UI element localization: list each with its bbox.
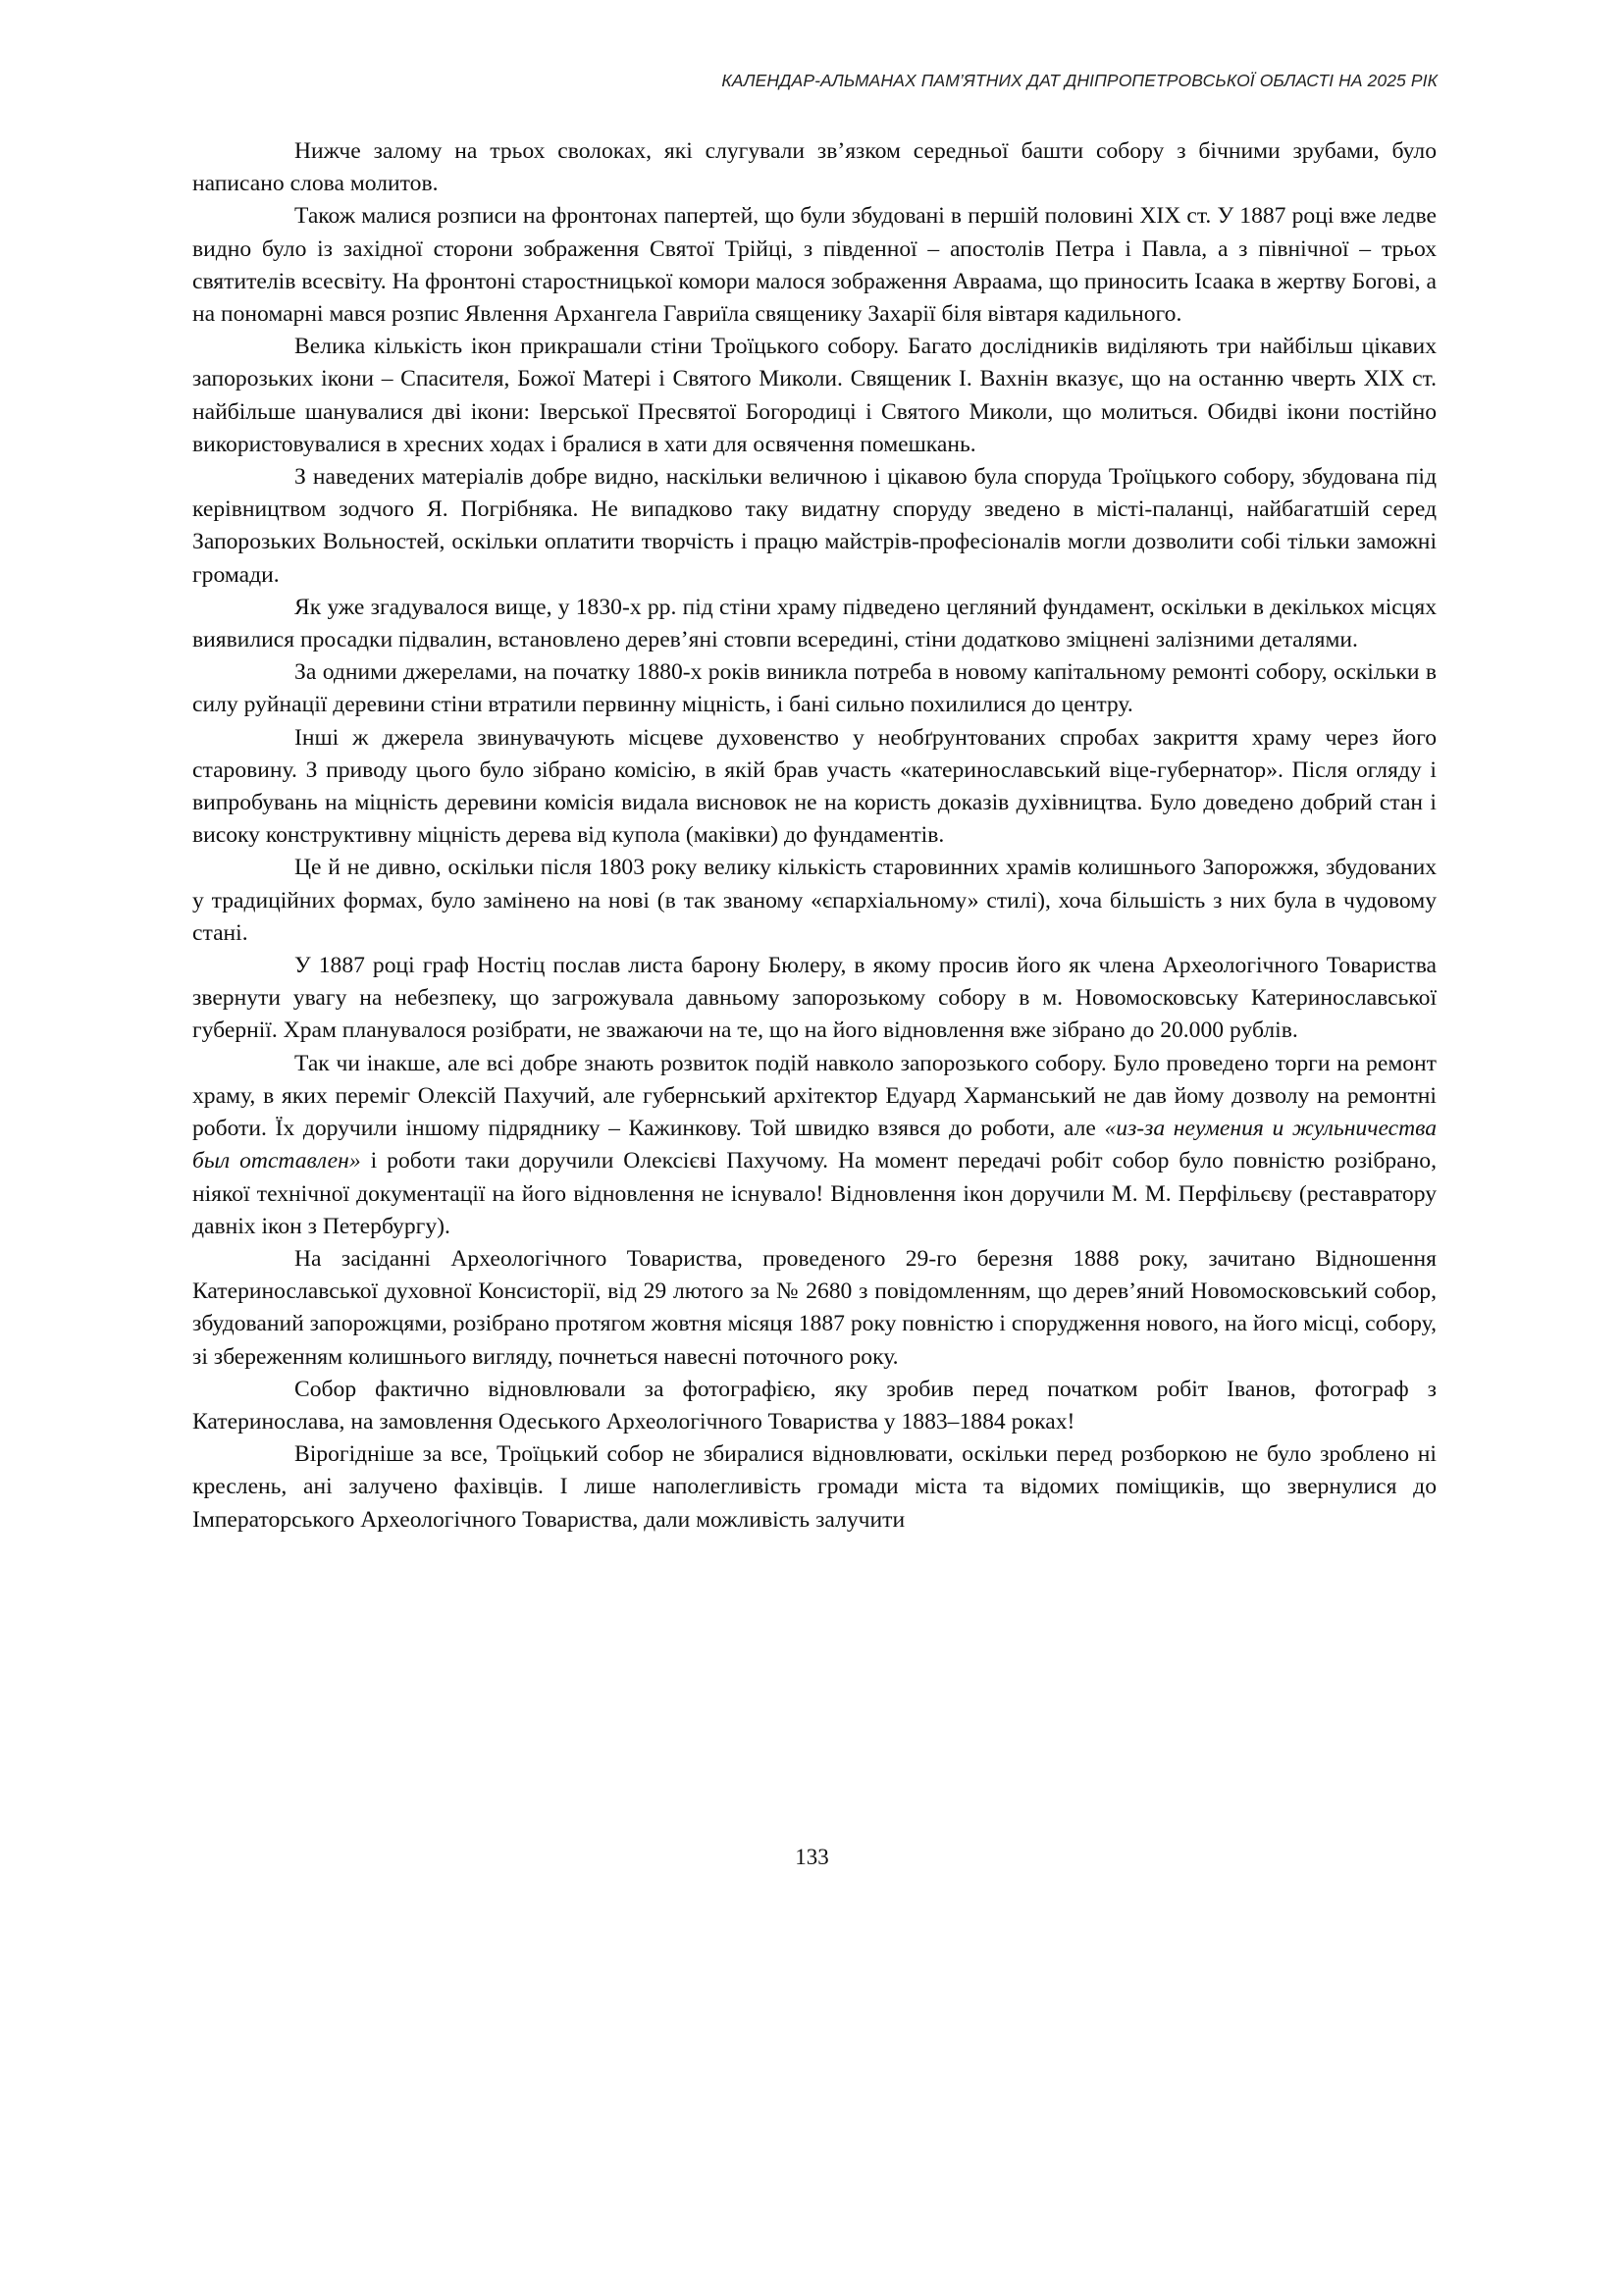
paragraph: Велика кількість ікон прикрашали стіни Троїцького собору. Багато дослідників виділяють три найбільш цікавих запорозьких ікони – Спасителя, Божої Матері і Святого Миколи. Священик І. Вахнін вказує, що на останню чверть XIX ст. найбільше шанувалися дві ікони: Іверської Пресвятої Богородиці і Святого Миколи, що молиться. Обидві ікони постійно використовувалися в хресних ходах і бралися в хати для освячення помешкань. xyxy=(192,334,1437,457)
paragraph: Собор фактично відновлювали за фотографією, яку зробив перед початком робіт Іванов, фотограф з Катеринослава, на замовлення Одеського Археологічного Товариства у 1883–1884 роках! xyxy=(192,1376,1437,1434)
italic-quote: «из-за неумения и жульничества был отставлен» xyxy=(192,1116,1437,1174)
paragraph: Інші ж джерела звинувачують місцеве духовенство у необґрунтованих спробах закриття храму через його старовину. З приводу цього було зібрано комісію, в якій брав участь «катеринославський віце-губернатор». Після огляду і випробувань на міцність деревини комісія видала висновок не на користь доказів духівництва. Було доведено добрий стан і високу конструктивну міцність дерева від купола (маківки) до фундаментів. xyxy=(192,724,1437,849)
paragraph: Як уже згадувалося вище, у 1830-х рр. під стіни храму підведено цегляний фундамент, оскільки в декількох місцях виявилися просадки підвалин, встановлено дерев’яні стовпи всередині, стіни додатково зміцнені залізними деталями. xyxy=(192,594,1437,653)
body-text xyxy=(192,135,1437,1537)
paragraph-with-quote xyxy=(192,1048,1437,1243)
running-header: КАЛЕНДАР-АЛЬМАНАХ ПАМ’ЯТНИХ ДАТ ДНІПРОПЕТРОВСЬКОЇ ОБЛАСТІ НА 2025 РІК xyxy=(721,71,1438,90)
page-number: 133 xyxy=(795,1845,829,1869)
paragraph: У 1887 році граф Ностіц послав листа барону Бюлеру, в якому просив його як члена Археологічного Товариства звернути увагу на небезпеку, що загрожувала давньому запорозькому собору в м. Новомосковську Катеринославської губернії. Храм планувалося розібрати, не зважаючи на те, що на його відновлення вже зібрано до 20.000 рублів. xyxy=(192,953,1437,1044)
quote-before-text: Так чи інакше, але всі добре знають розвиток подій навколо запорозького собору. Було проведено торги на ремонт храму, в яких переміг Олексій Пахучий, але губернський архітектор Едуард Харманський не дав йому дозволу на ремонтні роботи. Їх доручили іншому підряднику – Кажинкову. Той швидко взявся до роботи, але xyxy=(192,1050,1437,1142)
paragraph: Це й не дивно, оскільки після 1803 року велику кількість старовинних храмів колишнього Запорожжя, збудованих у традиційних формах, було замінено на нові (в так званому «єпархіальному» стилі), хоча більшість з них була в чудовому стані. xyxy=(192,855,1437,946)
paragraph: За одними джерелами, на початку 1880-х років виникла потреба в новому капітальному ремонті собору, оскільки в силу руйнації деревини стіни втратили первинну міцність, і бані сильно похилилися до центру. xyxy=(192,659,1437,718)
paragraph: На засіданні Археологічного Товариства, проведеного 29-го березня 1888 року, зачитано Відношення Катеринославської духовної Консисторії, від 29 лютого за № 2680 з повідомленням, що дерев’яний Новомосковський собор, збудований запорожцями, розібрано протягом жовтня місяця 1887 року повністю і спорудження нового, на його місці, собору, зі збереженням колишнього вигляду, почнеться навесні поточного року. xyxy=(192,1245,1437,1370)
paragraph: Вірогідніше за все, Троїцький собор не збиралися відновлювати, оскільки перед розборкою не було зроблено ні креслень, ані залучено фахівців. І лише наполегливість громади міста та відомих поміщиків, що звернулися до Імператорського Археологічного Товариства, дали можливість залучити xyxy=(192,1441,1437,1533)
quote-after-text: і роботи таки доручили Олексієві Пахучому. На момент передачі робіт собор було повністю розібрано, ніякої технічної документації на його відновлення не існувало! Відновлення ікон доручили М. М. Перфільєву (реставратору давніх ікон з Петербургу). xyxy=(192,1148,1437,1239)
paragraph: З наведених матеріалів добре видно, наскільки величною і цікавою була споруда Троїцького собору, збудована під керівництвом зодчого Я. Погрібняка. Не випадково таку видатну споруду зведено в місті-паланці, найбагатшій серед Запорозьких Вольностей, оскільки оплатити творчість і працю майстрів-професіоналів могли дозволити собі тільки заможні громади. xyxy=(192,464,1437,588)
paragraph: Також малися розписи на фронтонах папертей, що були збудовані в першій половині XIX ст. У 1887 році вже ледве видно було із західної сторони зображення Святої Трійці, з південної – апостолів Петра і Павла, а з північної – трьох святителів всесвіту. На фронтоні старостницької комори малося зображення Авраама, що приносить Ісаака в жертву Богові, а на пономарні мався розпис Явлення Архангела Гавриїла священику Захарії біля вівтаря кадильного. xyxy=(192,203,1437,328)
paragraph: Нижче залому на трьох сволоках, які слугували зв’язком середньої башти собору з бічними зрубами, було написано слова молитов. xyxy=(192,138,1437,197)
